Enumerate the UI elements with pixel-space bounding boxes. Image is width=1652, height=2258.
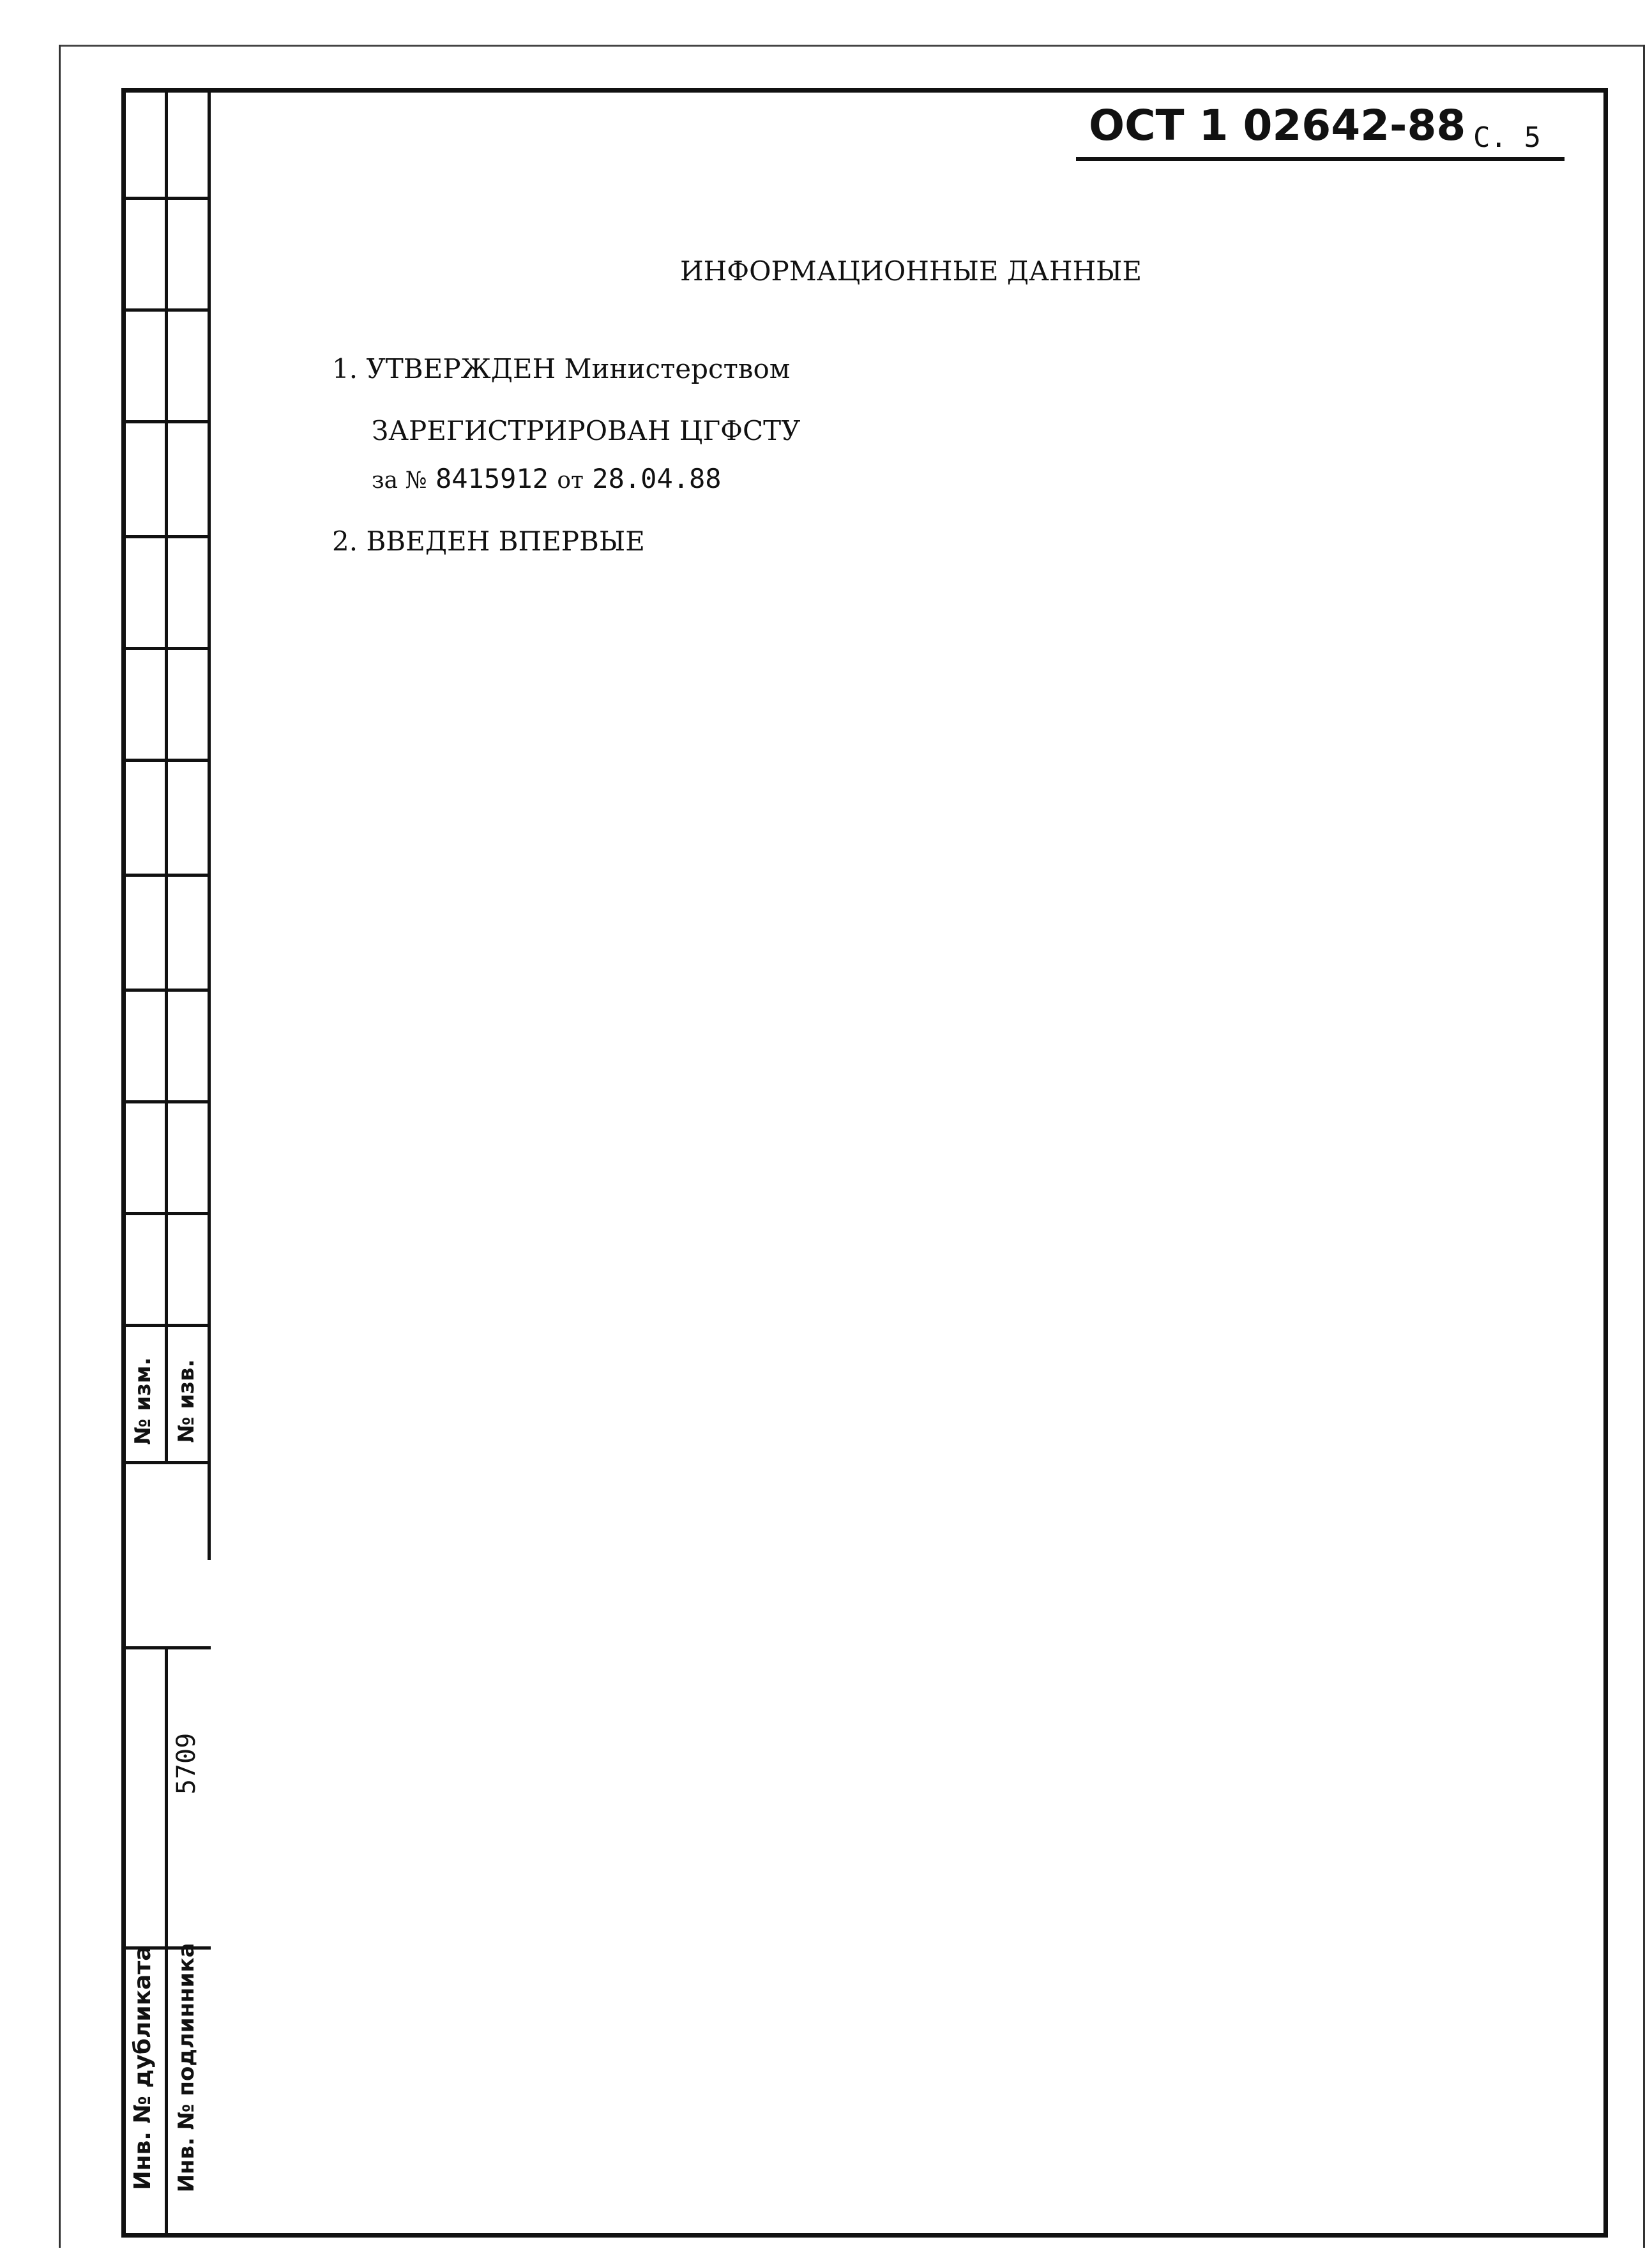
sheet-edge-right [1643,45,1645,2248]
item-1-text: УТВЕРЖДЕН Министерством [366,353,791,384]
item-1-number: 1. [332,353,358,384]
reg-number: 8415912 [435,463,549,494]
margin-stamp [121,88,211,2238]
margin-row-line [121,308,211,312]
margin-row-line [121,989,211,992]
item-2-text: ВВЕДЕН ВПЕРВЫЕ [366,526,645,557]
margin-row-line [121,1212,211,1215]
margin-row-line [121,759,211,762]
margin-row-line [121,420,211,423]
page-number: С. 5 [1473,121,1541,154]
sheet-edge-left [59,45,61,2248]
margin-row-line [121,1646,211,1649]
reg-prefix: за № [372,467,427,494]
registered-line: ЗАРЕГИСТРИРОВАН ЦГФСТУ [372,415,801,446]
header-underline [1076,157,1565,161]
margin-row-line [121,1100,211,1103]
orig-inv-no-label: Инв. № подлинника [174,1943,199,2193]
registration-line [372,463,722,494]
margin-row-line [121,874,211,877]
item-1 [332,353,790,384]
reg-from: от [557,467,584,494]
dup-inv-no-label: Инв. № дубликата [130,1945,156,2190]
change-no-label: № изм. [130,1357,156,1445]
notice-no-label: № изв. [174,1359,199,1443]
orig-inv-value: 5709 [172,1732,201,1795]
section-title: ИНФОРМАЦИОННЫЕ ДАННЫЕ [680,255,1142,287]
item-2 [332,526,645,557]
margin-divider-upper [165,88,168,1461]
item-2-number: 2. [332,526,358,557]
margin-divider-lower [165,1646,168,2238]
margin-row-line [121,197,211,200]
margin-row-line [121,535,211,538]
doc-code: ОСТ 1 02642-88 [1089,101,1466,150]
margin-row-line [121,647,211,650]
page-frame [121,88,1608,2238]
margin-row-line [121,1324,211,1327]
sheet-edge-top [59,45,1644,47]
reg-date: 28.04.88 [592,463,722,494]
